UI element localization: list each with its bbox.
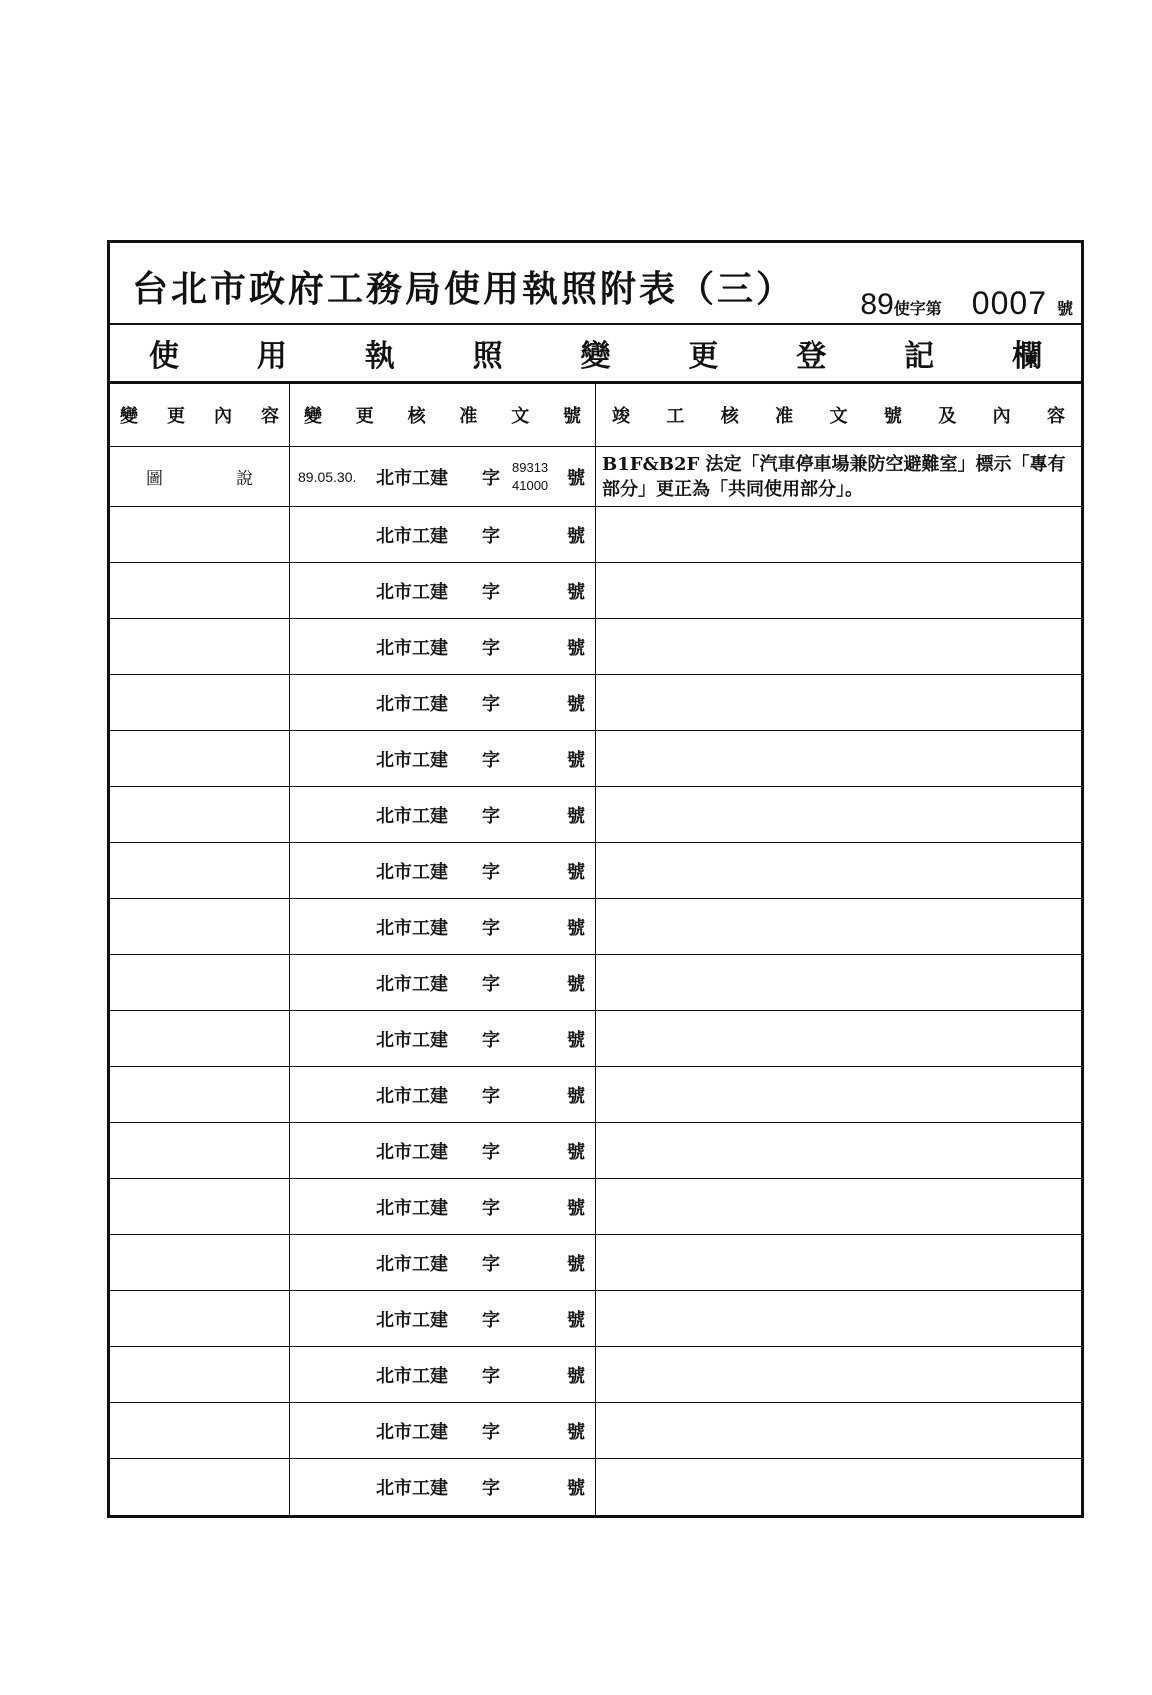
change-category-cell [109,1403,290,1459]
hao-label: 號 [567,861,585,883]
approval-number-cell [290,843,596,899]
table-row [109,1123,1083,1179]
completion-content-cell [596,899,1083,955]
change-category-cell [109,1067,290,1123]
hao-label: 號 [567,1029,585,1051]
zi-label: 字 [482,1085,500,1107]
office-label: 北市工建 [376,861,448,883]
hao-label: 號 [567,1085,585,1107]
hao-label: 號 [567,1197,585,1219]
completion-content-cell [596,787,1083,843]
header-char: 更 [167,406,185,427]
section-char: 更 [688,339,719,374]
header-char: 文 [511,406,530,427]
section-char: 照 [472,339,503,374]
completion-content-cell: B1F&B2F 法定「汽車停車場兼防空避難室」標示「專有部分」更正為「共同使用部分」。 [596,447,1083,507]
office-label: 北市工建 [376,693,448,715]
header-char: 核 [407,406,426,427]
approval-number-cell [290,507,596,563]
change-category-cell [109,447,290,507]
approval-number-cell [290,1011,596,1067]
change-register-table [107,383,1084,1518]
approval-serial-line2: 41000 [512,477,549,493]
change-category-cell [109,1179,290,1235]
completion-content-cell [596,1179,1083,1235]
header-completion-approval [596,384,1083,447]
office-label: 北市工建 [376,1309,448,1331]
hao-label: 號 [567,1365,585,1387]
hao-label: 號 [567,1253,585,1275]
approval-number-cell [290,563,596,619]
header-char: 變 [120,406,138,427]
change-category-cell [109,731,290,787]
table-row [109,1403,1083,1459]
office-label: 北市工建 [376,1253,448,1275]
header-char: 准 [775,406,794,427]
section-title [107,325,1084,383]
approval-number-cell [290,955,596,1011]
zi-label: 字 [482,1197,500,1219]
change-category-cell [109,843,290,899]
hao-label: 號 [567,805,585,827]
table-row [109,675,1083,731]
form-title: 台北市政府工務局使用執照附表（三） [132,268,796,310]
category-char: 說 [236,469,253,489]
license-number-block [860,285,1073,322]
license-number: 0007 [971,285,1047,321]
approval-number-cell [290,1123,596,1179]
header-char: 竣 [612,406,630,427]
zi-label: 字 [482,637,500,659]
approval-number-cell [290,1235,596,1291]
office-label: 北市工建 [376,637,448,659]
change-category-cell [109,675,290,731]
change-category-cell [109,1123,290,1179]
hao-label: 號 [567,973,585,995]
table-row [109,1459,1083,1517]
approval-number-cell [290,899,596,955]
hao-label: 號 [567,1421,585,1443]
zi-label: 字 [482,917,500,939]
header-char: 變 [304,406,322,427]
completion-content-cell [596,507,1083,563]
license-prefix: 使字第 [893,299,942,318]
header-char: 核 [720,406,739,427]
table-row [109,1179,1083,1235]
hao-label: 號 [567,581,585,603]
office-label: 北市工建 [376,581,448,603]
zi-label: 字 [482,1309,500,1331]
zi-label: 字 [482,1365,500,1387]
header-char: 准 [459,406,478,427]
table-row [109,731,1083,787]
approval-number-cell [290,675,596,731]
approval-number-cell [290,447,596,507]
zi-label: 字 [482,1478,500,1499]
approval-serial-line1: 89313 [512,459,549,475]
form-sheet [107,240,1084,1518]
header-char: 文 [829,406,848,427]
table-row [109,899,1083,955]
completion-content-cell [596,1011,1083,1067]
zi-label: 字 [482,861,500,883]
approval-number-cell [290,1459,596,1517]
office-label: 北市工建 [376,467,448,489]
completion-content-cell [596,1347,1083,1403]
approval-serial [512,459,548,495]
header-char: 工 [666,406,685,427]
approval-number-cell [290,787,596,843]
office-label: 北市工建 [376,805,448,827]
header-char: 內 [214,406,232,427]
section-char: 記 [904,339,935,374]
hao-label: 號 [567,1141,585,1163]
table-row [109,563,1083,619]
hao-label: 號 [567,693,585,715]
header-char: 號 [883,406,902,427]
section-char: 變 [580,339,611,374]
completion-content-cell [596,955,1083,1011]
table-row [109,955,1083,1011]
section-char: 欄 [1012,339,1043,374]
office-label: 北市工建 [376,1421,448,1443]
zi-label: 字 [482,1253,500,1275]
change-category-cell [109,787,290,843]
office-label: 北市工建 [376,973,448,995]
table-row [109,787,1083,843]
hao-label: 號 [567,749,585,771]
license-year: 89 [860,288,894,321]
completion-content-cell [596,1291,1083,1347]
approval-number-cell [290,1347,596,1403]
completion-content-cell [596,1123,1083,1179]
header-char: 容 [261,406,279,427]
office-label: 北市工建 [376,1029,448,1051]
header-row [109,384,1083,447]
approval-number-cell [290,731,596,787]
change-category-cell [109,1347,290,1403]
completion-content-cell [596,1235,1083,1291]
table-row [109,447,1083,507]
office-label: 北市工建 [376,1365,448,1387]
approval-number-cell [290,1067,596,1123]
zi-label: 字 [482,805,500,827]
hao-label: 號 [567,637,585,659]
section-char: 登 [796,339,827,374]
header-char: 內 [992,406,1011,427]
change-category-cell [109,507,290,563]
hao-label: 號 [567,1478,585,1499]
approval-number-cell [290,1179,596,1235]
hao-label: 號 [567,525,585,547]
table-row [109,1235,1083,1291]
table-row [109,1347,1083,1403]
table-row [109,507,1083,563]
hao-label: 號 [567,1309,585,1331]
office-label: 北市工建 [376,917,448,939]
completion-content-cell [596,731,1083,787]
hao-label: 號 [567,467,585,489]
change-category-cell [109,1459,290,1517]
table-row [109,1067,1083,1123]
zi-label: 字 [482,467,500,489]
zi-label: 字 [482,1421,500,1443]
approval-number-cell [290,1403,596,1459]
license-suffix: 號 [1056,299,1073,318]
header-approval-number [290,384,596,447]
zi-label: 字 [482,525,500,547]
category-char: 圖 [146,469,163,489]
hao-label: 號 [567,917,585,939]
zi-label: 字 [482,749,500,771]
change-category-cell [109,619,290,675]
zi-label: 字 [482,693,500,715]
section-char: 執 [364,339,395,374]
table-row [109,843,1083,899]
header-char: 及 [938,406,957,427]
section-char: 使 [148,339,179,374]
office-label: 北市工建 [376,525,448,547]
completion-content-cell [596,843,1083,899]
change-category-cell [109,1011,290,1067]
approval-number-cell [290,1291,596,1347]
header-char: 號 [562,406,581,427]
zi-label: 字 [482,973,500,995]
completion-content-cell [596,563,1083,619]
completion-content-cell [596,675,1083,731]
completion-content-cell [596,1403,1083,1459]
office-label: 北市工建 [376,1197,448,1219]
approval-number-cell [290,619,596,675]
table-row [109,619,1083,675]
office-label: 北市工建 [376,1085,448,1107]
table-row [109,1291,1083,1347]
change-category-cell [109,563,290,619]
office-label: 北市工建 [376,1141,448,1163]
approval-date: 89.05.30. [298,468,357,485]
header-char: 更 [355,406,374,427]
change-category-cell [109,1235,290,1291]
title-row [107,240,1084,325]
change-category-cell [109,1291,290,1347]
table-row [109,1011,1083,1067]
completion-content-cell [596,1459,1083,1517]
completion-content-cell [596,1067,1083,1123]
header-char: 容 [1047,406,1065,427]
zi-label: 字 [482,1141,500,1163]
office-label: 北市工建 [376,1478,448,1499]
office-label: 北市工建 [376,749,448,771]
completion-content-cell [596,619,1083,675]
zi-label: 字 [482,581,500,603]
header-change-content [109,384,290,447]
change-category-cell [109,899,290,955]
change-category-cell [109,955,290,1011]
zi-label: 字 [482,1029,500,1051]
section-char: 用 [256,339,287,374]
